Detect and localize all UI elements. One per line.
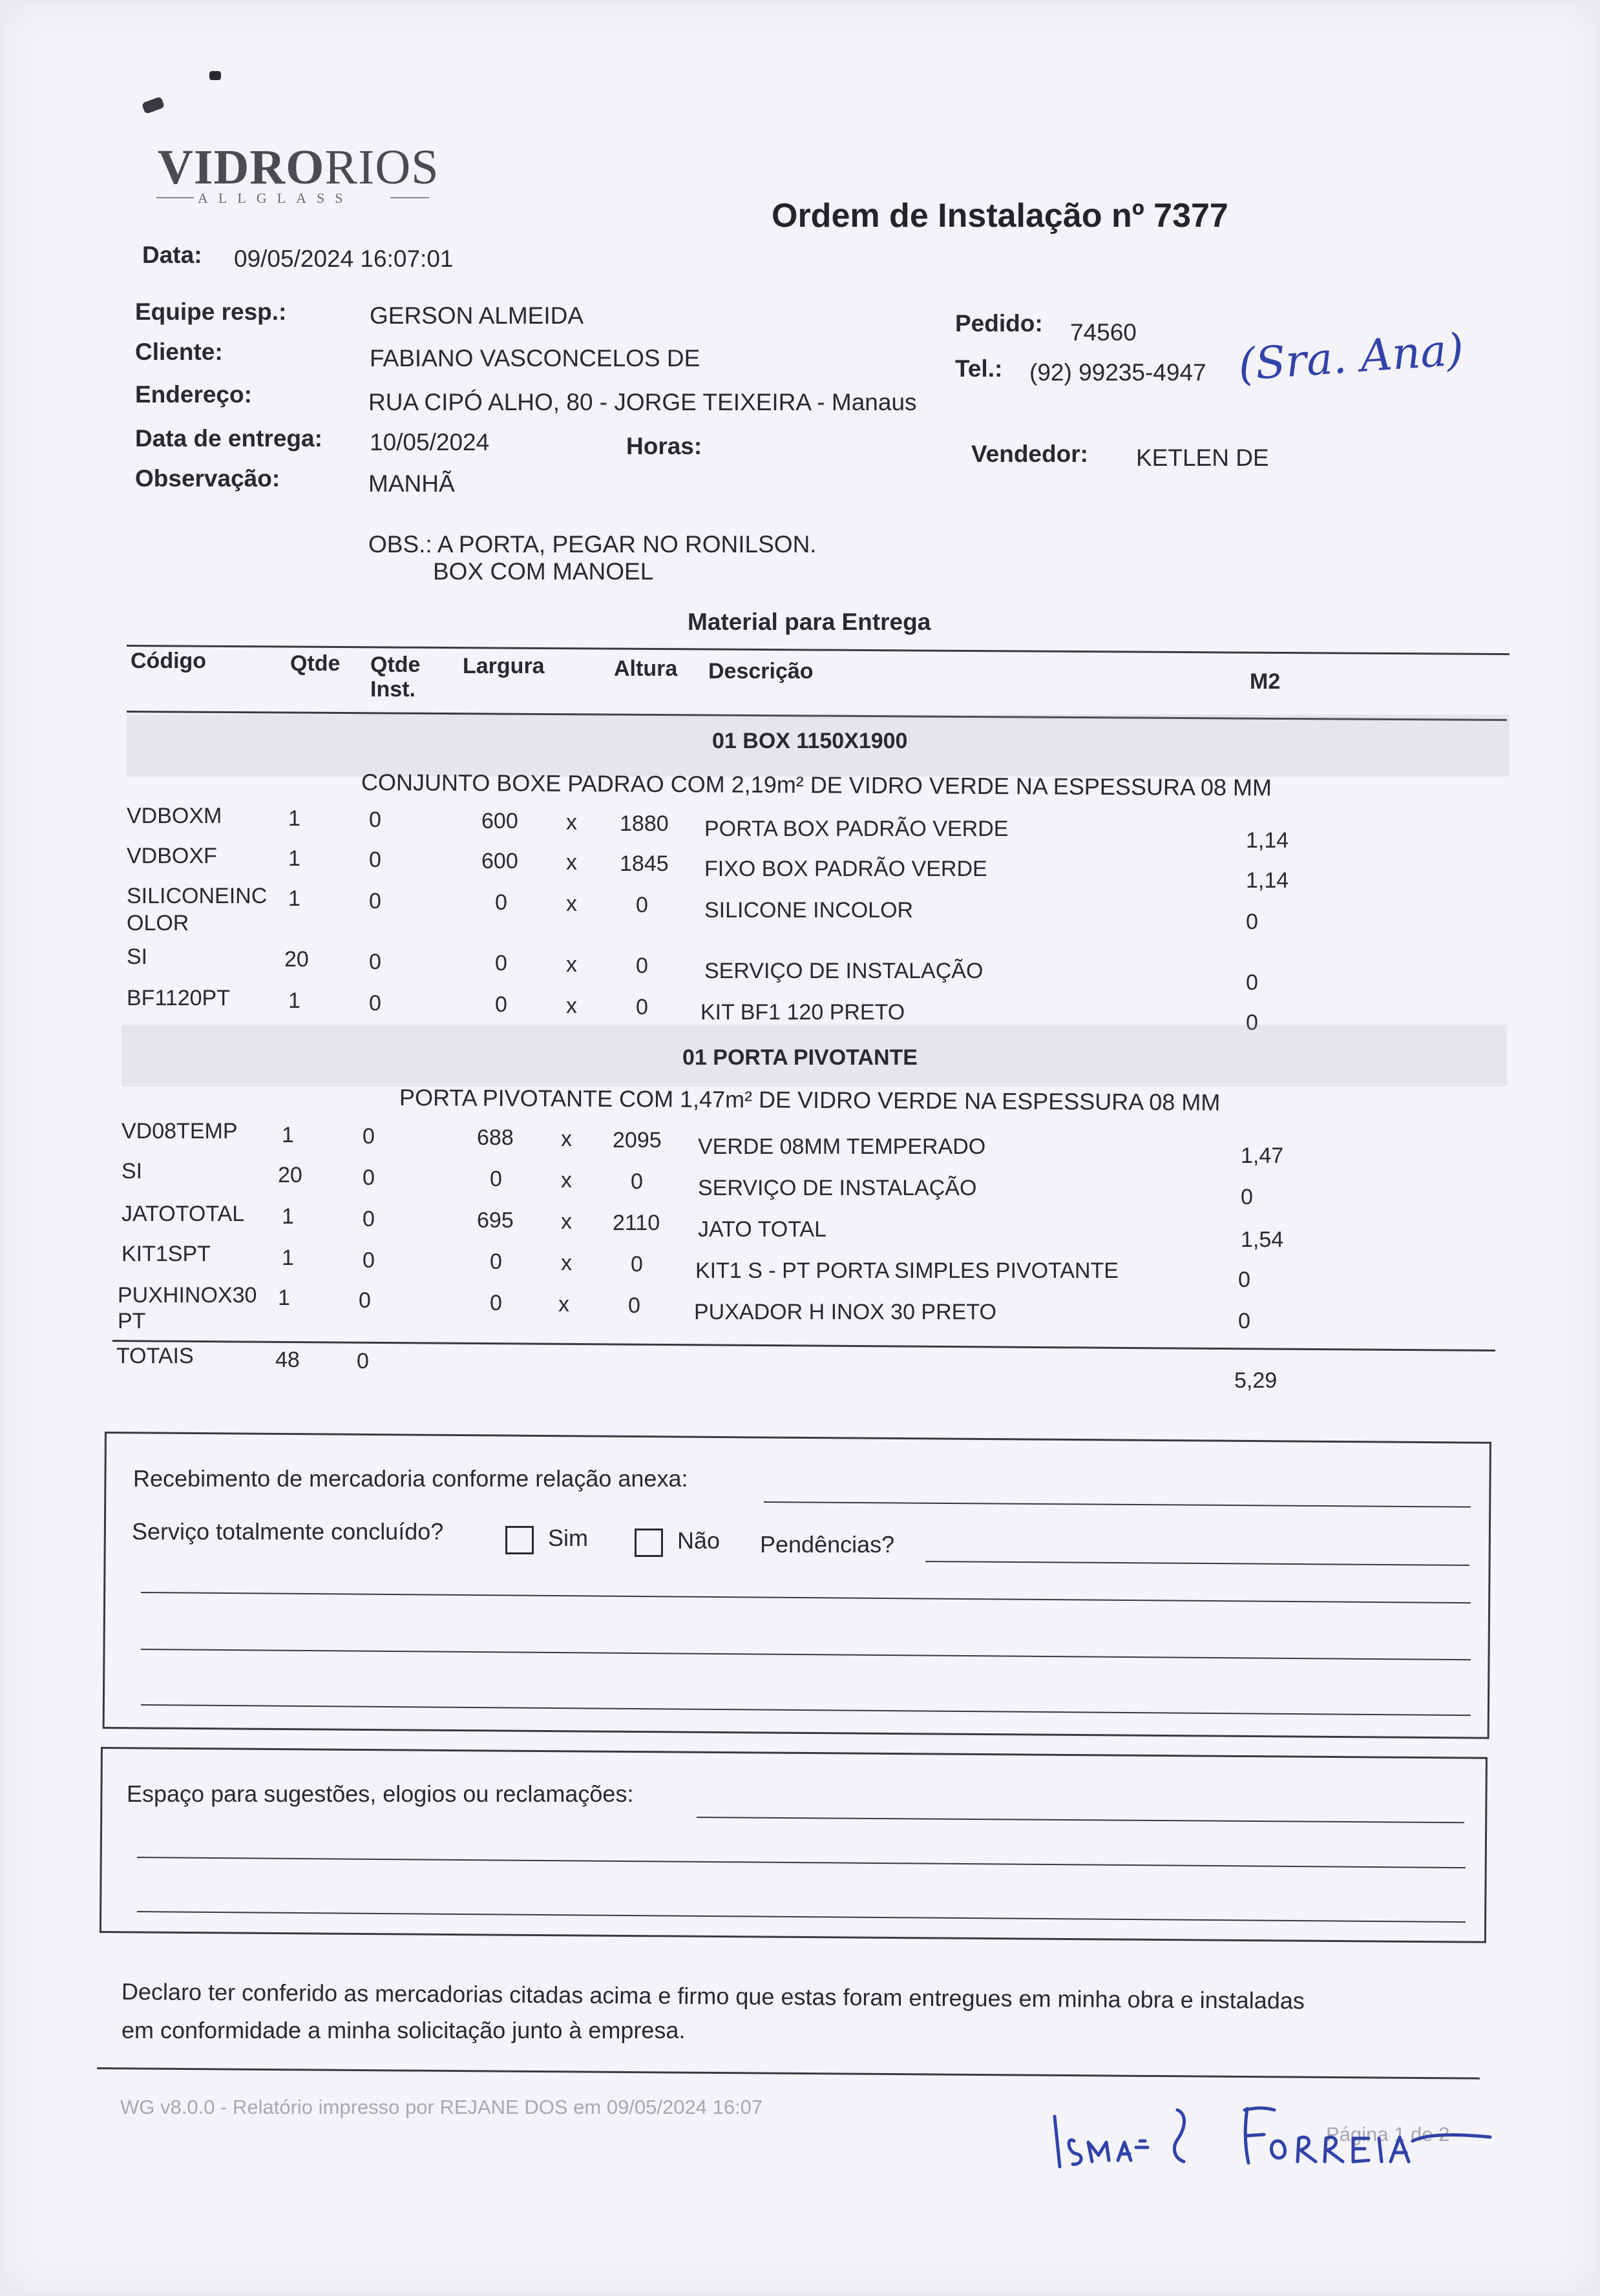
- row-qtde: 1: [278, 1286, 290, 1310]
- row-largura: 0: [490, 1249, 502, 1274]
- horas-label: Horas:: [626, 433, 702, 459]
- sim-label: Sim: [548, 1525, 588, 1551]
- row-m2: 0: [1246, 1010, 1258, 1035]
- pedido-value: 74560: [1070, 319, 1137, 346]
- signature-rule: [97, 2067, 1480, 2080]
- row-qtde: 1: [288, 806, 300, 831]
- row-codigo-cont: OLOR: [127, 911, 189, 935]
- row-x: x: [566, 952, 577, 977]
- tel-handwritten-note: (Sra. Ana): [1236, 324, 1466, 391]
- row-largura: 600: [481, 849, 518, 873]
- pendencias-label: Pendências?: [760, 1531, 895, 1558]
- nao-checkbox[interactable]: [635, 1529, 663, 1557]
- row-descricao: SERVIÇO DE INSTALAÇÃO: [698, 1176, 977, 1200]
- paper-tear-mark: [142, 96, 165, 114]
- row-largura: 0: [495, 951, 507, 976]
- suggestions-label: Espaço para sugestões, elogios ou reclamações:: [127, 1780, 634, 1807]
- vendedor-label: Vendedor:: [971, 441, 1088, 467]
- row-inst: 0: [363, 1124, 375, 1149]
- row-m2: 0: [1241, 1185, 1253, 1209]
- declaration-line-1: Declaro ter conferido as mercadorias citadas acima e firmo que estas foram entregues em minha obra e instaladas: [121, 1978, 1305, 2014]
- row-x: x: [561, 1251, 572, 1275]
- row-inst: 0: [369, 848, 381, 872]
- row-altura: 0: [631, 1169, 643, 1194]
- col-header-m2: M2: [1250, 669, 1281, 694]
- row-altura: 1880: [620, 811, 669, 836]
- row-inst: 0: [369, 950, 381, 974]
- col-header-descricao: Descrição: [708, 659, 814, 684]
- row-qtde: 20: [278, 1163, 302, 1187]
- observacao-value: MANHÃ: [368, 470, 455, 497]
- row-inst: 0: [369, 889, 381, 913]
- row-codigo: PUXHINOX30: [118, 1283, 257, 1308]
- sim-checkbox[interactable]: [505, 1526, 534, 1554]
- tel-label: Tel.:: [955, 355, 1003, 382]
- row-inst: 0: [359, 1288, 371, 1313]
- date-value: 09/05/2024 16:07:01: [234, 245, 454, 272]
- row-x: x: [561, 1209, 572, 1234]
- material-title: Material para Entrega: [688, 609, 931, 635]
- row-altura: 0: [628, 1293, 640, 1318]
- row-altura: 1845: [620, 851, 669, 876]
- entrega-label: Data de entrega:: [135, 425, 322, 452]
- row-descricao: KIT BF1 120 PRETO: [700, 1000, 905, 1025]
- col-header-altura: Altura: [614, 656, 678, 681]
- row-codigo: SILICONEINC: [127, 884, 268, 908]
- endereco-value: RUA CIPÓ ALHO, 80 - JORGE TEIXEIRA - Manaus: [368, 389, 917, 415]
- row-codigo: SI: [127, 944, 148, 969]
- row-altura: 2095: [613, 1128, 662, 1153]
- row-largura: 0: [490, 1167, 502, 1191]
- row-qtde: 1: [282, 1123, 294, 1147]
- row-codigo: BF1120PT: [127, 986, 231, 1010]
- row-largura: 0: [495, 890, 507, 915]
- date-label: Data:: [142, 242, 202, 268]
- row-codigo: SI: [121, 1159, 143, 1184]
- totals-label: TOTAIS: [116, 1344, 194, 1368]
- observacao-label: Observação:: [135, 465, 280, 492]
- row-x: x: [561, 1127, 572, 1151]
- cliente-label: Cliente:: [135, 339, 223, 365]
- row-qtde: 1: [288, 886, 300, 911]
- col-header-codigo: Código: [131, 649, 207, 673]
- row-largura: 0: [490, 1291, 502, 1315]
- suggestions-box: [100, 1747, 1488, 1943]
- row-x: x: [558, 1292, 569, 1317]
- totals-rule: [112, 1340, 1495, 1352]
- page-number: Página 1 de 2: [1326, 2123, 1450, 2145]
- row-descricao: JATO TOTAL: [698, 1217, 827, 1242]
- row-m2: 1,14: [1246, 828, 1289, 853]
- row-largura: 688: [477, 1125, 514, 1150]
- row-m2: 0: [1238, 1268, 1250, 1292]
- row-largura: 0: [495, 992, 507, 1017]
- equipe-value: GERSON ALMEIDA: [370, 302, 584, 329]
- row-descricao: FIXO BOX PADRÃO VERDE: [704, 857, 987, 881]
- cliente-value: FABIANO VASCONCELOS DE: [370, 345, 700, 371]
- row-x: x: [561, 1168, 572, 1193]
- row-altura: 0: [636, 954, 648, 978]
- col-header-qtde-inst-2: Inst.: [370, 677, 416, 702]
- totals-qtde: 48: [275, 1348, 300, 1372]
- row-descricao: SERVIÇO DE INSTALAÇÃO: [704, 959, 984, 983]
- row-qtde: 1: [288, 988, 300, 1013]
- row-descricao: SILICONE INCOLOR: [704, 898, 914, 923]
- row-altura: 0: [631, 1252, 643, 1277]
- nao-label: Não: [677, 1527, 721, 1554]
- logo-subtitle: ALLGLASS: [198, 190, 353, 206]
- totals-inst: 0: [357, 1349, 369, 1373]
- handwritten-signature: [1051, 2091, 1503, 2175]
- declaration-line-2: em conformidade a minha solicitação junto à empresa.: [121, 2017, 686, 2043]
- concluido-label: Serviço totalmente concluído?: [132, 1518, 444, 1545]
- section-subtitle: PORTA PIVOTANTE COM 1,47m² DE VIDRO VERDE NA ESPESSURA 08 MM: [399, 1084, 1221, 1116]
- paper-tear-mark: [209, 71, 221, 80]
- row-qtde: 1: [282, 1204, 294, 1229]
- row-descricao: PUXADOR H INOX 30 PRETO: [694, 1300, 996, 1324]
- row-x: x: [566, 810, 577, 835]
- row-m2: 0: [1246, 970, 1258, 995]
- obs-line-2: BOX COM MANOEL: [433, 558, 654, 585]
- row-m2: 1,14: [1246, 868, 1289, 893]
- row-inst: 0: [363, 1248, 375, 1273]
- totals-m2: 5,29: [1234, 1368, 1278, 1393]
- document-title: Ordem de Instalação nº 7377: [772, 197, 1228, 235]
- tel-value: (92) 99235-4947: [1029, 359, 1206, 386]
- pedido-label: Pedido:: [955, 310, 1043, 337]
- section-subtitle: CONJUNTO BOXE PADRAO COM 2,19m² DE VIDRO VERDE NA ESPESSURA 08 MM: [361, 769, 1272, 801]
- row-inst: 0: [369, 808, 381, 832]
- row-codigo: VDBOXF: [127, 844, 217, 868]
- row-m2: 0: [1246, 910, 1258, 934]
- row-m2: 1,47: [1241, 1143, 1284, 1168]
- obs-line-1: OBS.: A PORTA, PEGAR NO RONILSON.: [368, 531, 817, 558]
- row-inst: 0: [363, 1165, 375, 1190]
- col-header-qtde: Qtde: [290, 651, 341, 676]
- entrega-value: 10/05/2024: [370, 429, 490, 455]
- row-largura: 600: [481, 809, 518, 833]
- recebimento-label: Recebimento de mercadoria conforme relação anexa:: [133, 1465, 688, 1492]
- logo-rule-right: [390, 197, 429, 198]
- row-codigo: VD08TEMP: [121, 1119, 238, 1143]
- col-header-largura: Largura: [463, 654, 545, 678]
- vendedor-value: KETLEN DE: [1136, 444, 1269, 471]
- printed-by-footer: WG v8.0.0 - Relatório impresso por REJANE DOS em 09/05/2024 16:07: [120, 2096, 763, 2118]
- section-title: 01 PORTA PIVOTANTE: [682, 1045, 918, 1070]
- row-qtde: 1: [282, 1246, 294, 1270]
- company-logo: VIDRORIOS: [158, 140, 439, 194]
- section-title: 01 BOX 1150X1900: [712, 729, 908, 753]
- row-codigo-cont: PT: [118, 1309, 146, 1333]
- logo-rule-left: [156, 197, 194, 198]
- row-altura: 2110: [613, 1211, 660, 1235]
- row-qtde: 20: [284, 947, 309, 972]
- document-sheet: [4, 3, 1596, 2292]
- row-x: x: [566, 892, 577, 916]
- row-codigo: KIT1SPT: [121, 1242, 211, 1266]
- row-altura: 0: [636, 893, 648, 917]
- row-altura: 0: [636, 995, 648, 1019]
- row-descricao: VERDE 08MM TEMPERADO: [698, 1134, 986, 1159]
- endereco-label: Endereço:: [135, 381, 252, 408]
- row-m2: 0: [1238, 1309, 1250, 1333]
- row-x: x: [566, 994, 577, 1018]
- row-qtde: 1: [288, 846, 300, 871]
- row-largura: 695: [477, 1208, 514, 1233]
- row-descricao: KIT1 S - PT PORTA SIMPLES PIVOTANTE: [695, 1258, 1119, 1283]
- row-x: x: [566, 850, 577, 875]
- col-header-qtde-inst-1: Qtde: [370, 652, 421, 677]
- row-codigo: JATOTOTAL: [121, 1202, 245, 1226]
- equipe-label: Equipe resp.:: [135, 298, 287, 325]
- row-m2: 1,54: [1241, 1227, 1284, 1252]
- row-codigo: VDBOXM: [127, 804, 222, 828]
- row-descricao: PORTA BOX PADRÃO VERDE: [704, 817, 1009, 841]
- row-inst: 0: [369, 991, 381, 1016]
- row-inst: 0: [363, 1207, 375, 1231]
